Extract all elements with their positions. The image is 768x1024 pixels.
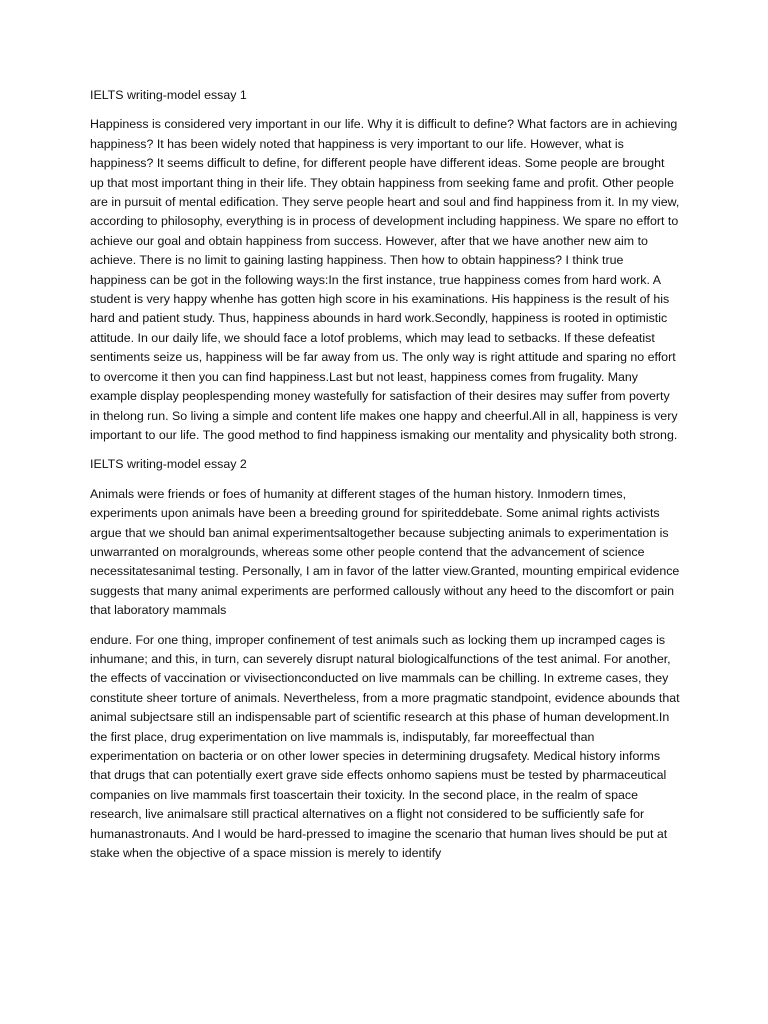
- essay-2-paragraph-2: endure. For one thing, improper confinement of test animals such as locking them up incramped cages is inhumane; and this, in turn, can severely disrupt natural biologicalfunctions of the test animal. For another, the effects of vaccination or vivisectionconducted on live mammals can be chilling. In extreme cases, they constitute sheer torture of animals. Nevertheless, from a more pragmatic standpoint, evidence abounds that animal subjectsare still an indispensable part of scientific research at this phase of human development.In the first place, drug experimentation on live mammals is, indisputably, far moreeffectual than experimentation on bacteria or on other lower species in determining drugsafety. Medical history informs that drugs that can potentially exert grave side effects onhomo sapiens must be tested by pharmaceutical companies on live mammals first toascertain their toxicity. In the second place, in the realm of space research, live animalsare still practical alternatives on a flight not considered to be sufficiently safe for humanastronauts. And I would be hard-pressed to imagine the scenario that human lives should be put at stake when the objective of a space mission is merely to identify: [90, 632, 680, 861]
- document-page: [90, 86, 680, 873]
- essay-1-title: IELTS writing-model essay 1: [90, 88, 247, 102]
- essay-2-title: IELTS writing-model essay 2: [90, 457, 247, 472]
- essay-2-paragraph-1: Animals were friends or foes of humanity at different stages of the human history. Inmodern times, experiments upon animals have been a breeding ground for spiriteddebate. Some animal rights activists argue that we should ban animal experimentsaltogether because subjecting animals to experimentation is unwarranted on moralgrounds, whereas some other people contend that the advancement of science necessitatesanimal testing. Personally, I am in favor of the latter view.Granted, mounting empirical evidence suggests that many animal experiments are performed callously without any heed to the discomfort or pain that laboratory mammals: [90, 486, 680, 618]
- essay-1-paragraph: Happiness is considered very important in our life. Why it is difficult to define? What factors are in achieving happiness? It has been widely noted that happiness is very important to our life. However, what is happiness? It seems difficult to define, for different people have different ideas. Some people are brought up that most important thing in their life. They obtain happiness from seeking fame and profit. Other people are in pursuit of mental edification. They serve people heart and soul and find happiness from it. In my view, according to philosophy, everything is in process of development including happiness. We spare no effort to achieve our goal and obtain happiness from success. However, after that we have another new aim to achieve. There is no limit to gaining lasting happiness. Then how to obtain happiness? I think true happiness can be got in the following ways:In the first instance, true happiness comes from hard work. A student is very happy whenhe has gotten high score in his examinations. His happiness is the result of his hard and patient study. Thus, happiness abounds in hard work.Secondly, happiness is rooted in optimistic attitude. In our daily life, we should face a lotof problems, which may lead to setbacks. If these defeatist sentiments seize us, happiness will be far away from us. The only way is right attitude and sparing no effort to overcome it then you can find happiness.Last but not least, happiness comes from frugality. Many example display peoplespending money wastefully for satisfaction of their desires may suffer from poverty in thelong run. So living a simple and content life makes one happy and cheerful.All in all, happiness is very important to our life. The good method to find happiness ismaking our mentality and physicality both strong.: [90, 117, 680, 442]
